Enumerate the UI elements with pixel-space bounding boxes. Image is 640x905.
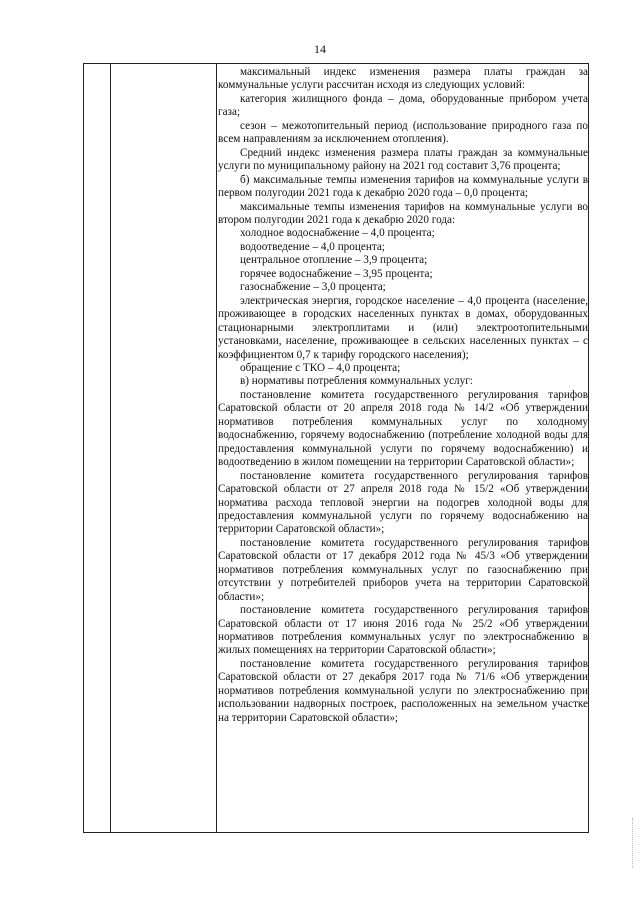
paragraph: постановление комитета государственного регулирования тарифов Саратовской области от 17 декабря 2012 года № 45/3 «Об утверждении нормативов потребления коммунальных услуг по газоснабжению при отсутствии у потребителей приборов учета на территории Саратовской области»;	[218, 536, 588, 603]
paragraph: максимальный индекс изменения размера платы граждан за коммунальные услуги рассчитан исходя из следующих условий:	[218, 66, 588, 92]
paragraph: в) нормативы потребления коммунальных услуг:	[240, 375, 473, 388]
paragraph: Средний индекс изменения размера платы граждан за коммунальные услуги по муниципальному району на 2021 год составит 3,76 процента;	[218, 146, 588, 173]
paragraph: горячее водоснабжение – 3,95 процента;	[240, 267, 433, 280]
paragraph: постановление комитета государственного регулирования тарифов Саратовской области от 27 декабря 2017 года № 71/6 «Об утверждении нормативов потребления коммунальной услуги по электроснабжению при использовании надворных построек, расположенных на земельном участке на территории Саратовской области»;	[218, 657, 588, 724]
paragraph: категория жилищного фонда – дома, оборудованные прибором учета газа;	[218, 92, 588, 119]
paragraph: максимальные темпы изменения тарифов на коммунальные услуги во втором полугодии 2021 года к декабрю 2020 года:	[218, 200, 588, 226]
page-number: 14	[314, 42, 326, 56]
paragraph: б) максимальные темпы изменения тарифов на коммунальные услуги в первом полугодии 2021 года к декабрю 2020 года – 0,0 процента;	[218, 173, 588, 200]
table-column-divider-2	[216, 64, 217, 832]
paragraph: постановление комитета государственного регулирования тарифов Саратовской области от 17 июня 2016 года № 25/2 «Об утверждении нормативов потребления коммунальных услуг по электроснабжению в жилых помещениях на территории Саратовской области»;	[218, 604, 588, 657]
paragraph: водоотведение – 4,0 процента;	[240, 240, 385, 253]
paragraph: постановление комитета государственного регулирования тарифов Саратовской области от 20 апреля 2018 года № 14/2 «Об утверждении нормативов потребления коммунальных услуг по холодному водоснабжению, горячему водоснабжению (потребление холодной воды для предоставления коммунальной услуги по горячему водоснабжению) и водоотведению в жилом помещении на территории Саратовской области»;	[218, 388, 588, 469]
paragraph: обращение с ТКО – 4,0 процента;	[240, 361, 401, 374]
paragraph: холодное водоснабжение – 4,0 процента;	[240, 227, 435, 240]
paragraph: центральное отопление – 3,9 процента;	[240, 254, 428, 267]
paragraph: постановление комитета государственного регулирования тарифов Саратовской области от 27 апреля 2018 года № 15/2 «Об утверждении норматива расхода тепловой энергии на подогрев холодной воды для предоставления коммунальной услуги по горячему водоснабжению на территории Саратовской области»;	[218, 469, 588, 536]
scan-artifact	[632, 818, 636, 868]
paragraph: сезон – межотопительный период (использование природного газа по всем направлениям за исключением отопления).	[218, 119, 588, 146]
paragraph: электрическая энергия, городское население – 4,0 процента (население, проживающее в городских населенных пунктах в домах, оборудованных стационарными электроплитами и (или) электроотопительными установками, население, проживающее в сельских населенных пунктах – с коэффициентом 0,7 к тарифу городского населения);	[218, 294, 588, 361]
table-column-divider-1	[110, 64, 111, 832]
table-text-cell	[218, 66, 588, 725]
paragraph: газоснабжение – 3,0 процента;	[240, 281, 386, 294]
